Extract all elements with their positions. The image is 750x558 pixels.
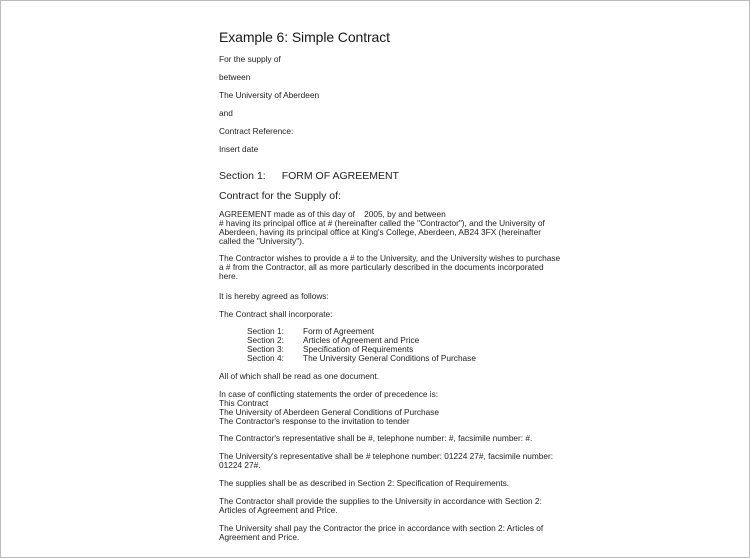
- section-key: Section 1:: [247, 326, 284, 336]
- text-line: The University shall pay the Contractor the price in accordance with section 2: Articles of: [219, 523, 544, 533]
- pay-paragraph: [219, 524, 544, 542]
- text-line: called the "University").: [219, 236, 305, 246]
- text-line: AGREEMENT made as of this day of 2005, by and between: [219, 209, 446, 219]
- precedence-paragraph: [219, 390, 544, 426]
- agreed-line: It is hereby agreed as follows:: [219, 291, 329, 301]
- incorporate-line: The Contract shall incorporate:: [219, 309, 333, 319]
- section-key: Section 3:: [247, 344, 284, 354]
- text-line: The Contractor shall provide the supplies to the University in accordance with Section 2:: [219, 496, 542, 506]
- text-line: # having its principal office at # (hereinafter called the "Contractor"), and the University of: [219, 218, 545, 228]
- supplies-line: The supplies shall be as described in Section 2: Specification of Requirements.: [219, 478, 510, 488]
- text-line: Articles of Agreement and Price.: [219, 505, 338, 515]
- section-number: Section 1:: [219, 170, 266, 182]
- section-list: [247, 327, 476, 363]
- section-value: Form of Agreement: [303, 326, 375, 336]
- section-value: The University General Conditions of Purchase: [303, 353, 476, 363]
- text-line: Aberdeen, having its principal office at King's College, Aberdeen, AB24 3FX (hereinafter: [219, 227, 541, 237]
- cover-line: The University of Aberdeen: [219, 90, 320, 100]
- document-title: Example 6: Simple Contract: [219, 29, 390, 45]
- section-heading: [219, 170, 399, 182]
- text-line: Agreement and Price.: [219, 532, 300, 542]
- cover-line: For the supply of: [219, 54, 281, 64]
- text-line: In case of conflicting statements the order of precedence is:: [219, 389, 439, 399]
- text-line: The Contractor's response to the invitation to tender: [219, 416, 410, 426]
- university-rep-paragraph: [219, 451, 554, 470]
- wishes-paragraph: [219, 253, 561, 281]
- text-line: The University of Aberdeen General Conditions of Purchase: [219, 407, 439, 417]
- text-line: This Contract: [219, 398, 269, 408]
- text-line: 01224 27#.: [219, 460, 261, 470]
- section-value: Specification of Requirements: [303, 344, 414, 354]
- cover-line: Insert date: [219, 144, 259, 154]
- contractor-rep-line: The Contractor's representative shall be #, telephone number: #, facsimile number: #.: [219, 433, 533, 443]
- cover-line: Contract Reference:: [219, 126, 294, 136]
- text-line: here.: [219, 271, 238, 281]
- section-value: Articles of Agreement and Price: [303, 335, 420, 345]
- agreement-paragraph: [219, 210, 544, 246]
- text-line: The Contractor wishes to provide a # to the University, and the University wishes to purchase: [219, 253, 561, 263]
- one-document-line: All of which shall be read as one document.: [219, 371, 380, 381]
- subheading: Contract for the Supply of:: [219, 190, 341, 202]
- cover-line: between: [219, 72, 251, 82]
- section-key: Section 2:: [247, 335, 284, 345]
- section-key: Section 4:: [247, 353, 284, 363]
- cover-line: and: [219, 108, 233, 118]
- section-name: FORM OF AGREEMENT: [281, 170, 399, 182]
- provide-paragraph: [219, 497, 544, 515]
- text-line: The University's representative shall be # telephone number: 01224 27#, facsimile number:: [219, 451, 554, 461]
- section-list-item: [247, 354, 476, 363]
- text-line: a # from the Contractor, all as more particularly described in the documents incorporated: [219, 262, 544, 272]
